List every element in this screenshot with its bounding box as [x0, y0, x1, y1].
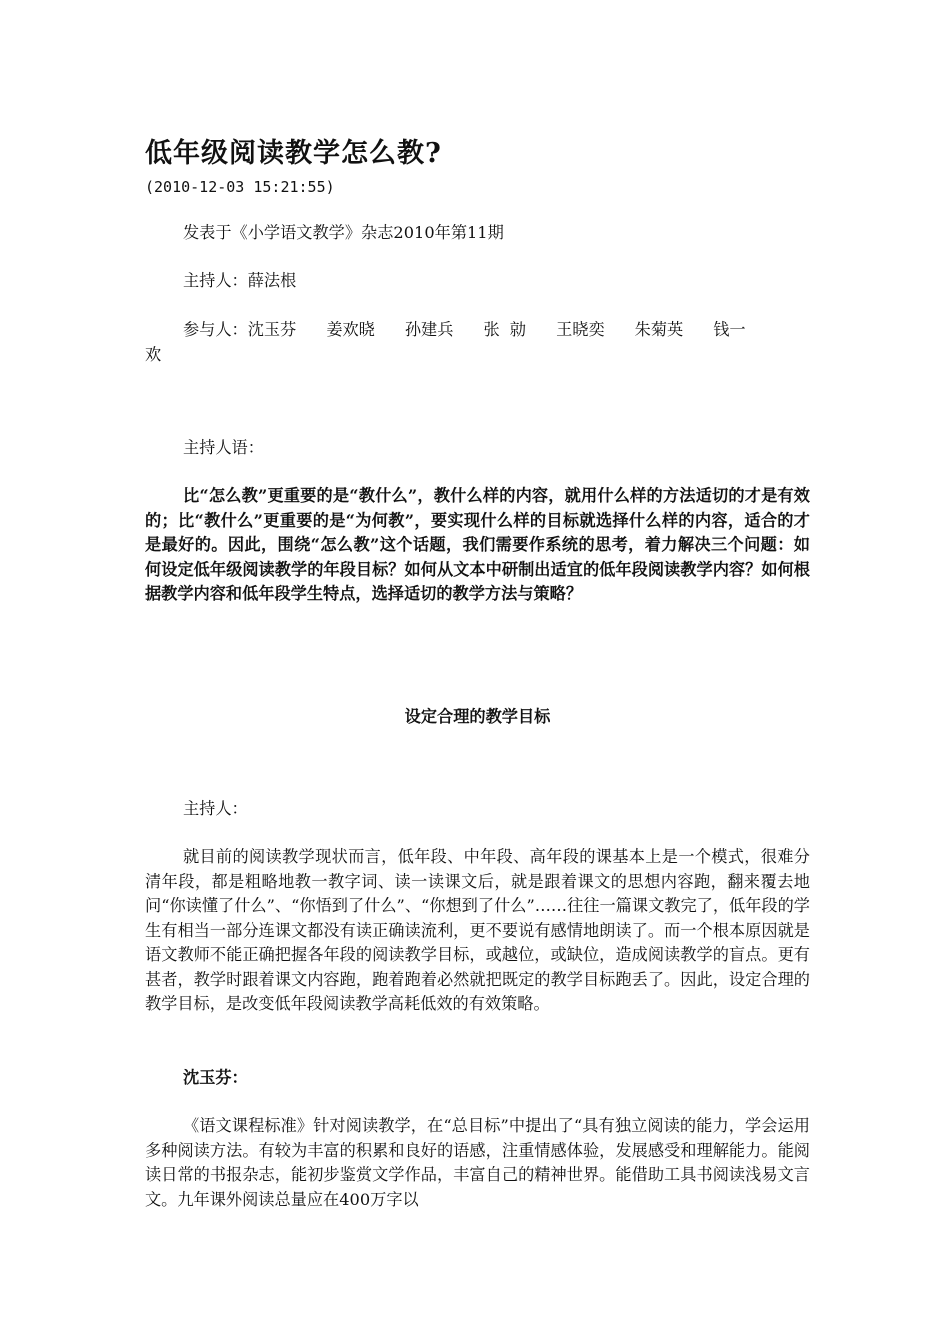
host-label: 主持人： — [183, 799, 248, 818]
participant-name: 张 勍 — [483, 320, 527, 339]
section-heading: 设定合理的教学目标 — [404, 707, 551, 726]
participant-name: 孙建兵 — [404, 320, 454, 339]
participants-block — [145, 318, 810, 367]
speaker-label: 沈玉芬： — [183, 1068, 248, 1087]
participants-label: 参与人： — [183, 320, 248, 339]
speaker-paragraph: 《语文课程标准》针对阅读教学，在“总目标”中提出了“具有独立阅读的能力，学会运用多种阅读方法。有较为丰富的积累和良好的语感，注重情感体验，发展感受和理解能力。能阅读日常的书报杂志，能初步鉴赏文学作品，丰富自己的精神世界。能借助工具书阅读浅易文言文。九年课外阅读总量应在400万字以 — [145, 1116, 810, 1209]
participant-name: 王晓奕 — [556, 320, 605, 339]
host-intro-label: 主持人语： — [183, 438, 264, 457]
article-title: 低年级阅读教学怎么教? — [145, 138, 442, 169]
host-paragraph: 就目前的阅读教学现状而言，低年段、中年段、高年段的课基本上是一个模式，很难分清年段，都是粗略地教一教字词、读一读课文后，就是跟着课文的思想内容跑，翻来覆去地问“你读懂了什么”、“你悟到了什么”、“你想到了什么”……往往一篇课文教完了，低年段的学生有相当一部分连课文都没有读正确读流利，更不要说有感情地朗读了。而一个根本原因就是语文教师不能正确把握各年段的阅读教学目标，或越位，或缺位，造成阅读教学的盲点。更有甚者，教学时跟着课文内容跑，跑着跑着必然就把既定的教学目标跑丢了。因此，设定合理的教学目标，是改变低年段阅读教学高耗低效的有效策略。 — [145, 847, 810, 1013]
participants-wrap: 欢 — [145, 344, 162, 364]
source-line: 发表于《小学语文教学》杂志2010年第11期 — [183, 223, 504, 242]
participant-name: 沈玉芬 — [247, 320, 297, 339]
article-date: (2010-12-03 15:21:55) — [145, 178, 335, 196]
host-intro-text: 比“怎么教”更重要的是“教什么”，教什么样的内容，就用什么样的方法适切的才是有效的；比“教什么”更重要的是“为何教”，要实现什么样的目标就选择什么样的内容，适合的才是最好的。因此，围绕“怎么教”这个话题，我们需要作系统的思考，着力解决三个问题：如何设定低年级阅读教学的年段目标？如何从文本中研制出适宜的低年段阅读教学内容？如何根据教学内容和低年段学生特点，选择适切的教学方法与策略？ — [145, 486, 810, 603]
participant-name: 朱菊英 — [634, 320, 684, 339]
host-line: 主持人：薛法根 — [183, 271, 297, 290]
participant-name: 姜欢晓 — [326, 320, 375, 339]
participant-name: 钱一 — [713, 320, 746, 339]
